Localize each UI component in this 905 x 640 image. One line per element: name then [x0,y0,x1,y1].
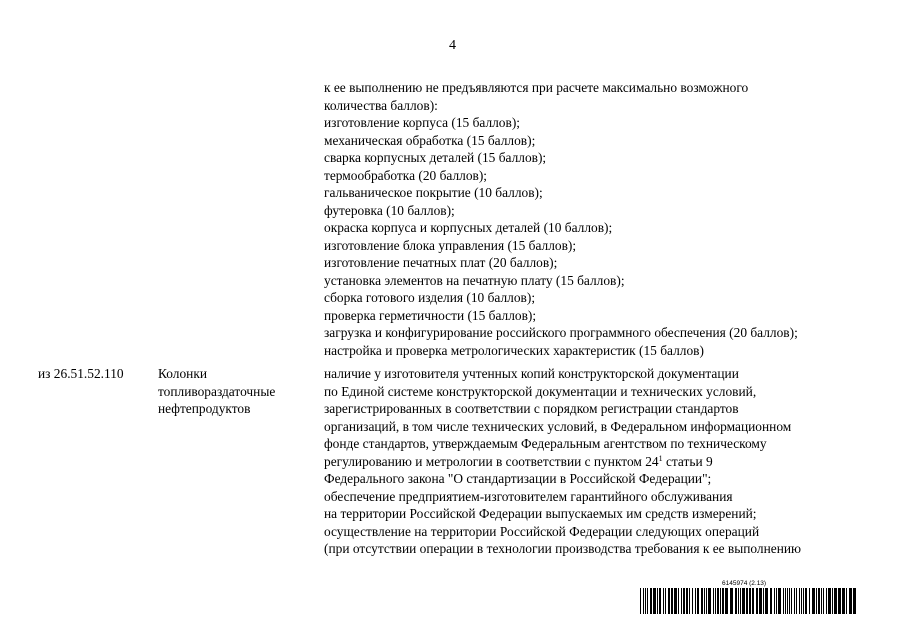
list-line: механическая обработка (15 баллов); [324,132,536,148]
list-line: термообработка (20 баллов); [324,167,488,183]
list-line: гальваническое покрытие (10 баллов); [324,185,543,200]
requirement-line: (при отсутствии операции в технологии производства требования к ее выполнению [324,541,802,556]
list-line: изготовление блока управления (15 баллов); [324,237,577,253]
page-number: 4 [449,38,456,53]
product-name-line: нефтепродуктов [158,401,251,416]
product-name-line: топливораздаточные [158,383,276,399]
list-line: окраска корпуса и корпусных деталей (10 баллов); [324,220,613,235]
regulation-text-end: статьи 9 [662,453,713,469]
requirement-line: по Единой системе конструкторской документации и технических условий, [324,383,757,399]
product-name-line: Колонки [158,366,207,381]
requirement-line: организаций, в том числе технических условий, в Федеральном информационном [324,418,792,434]
list-line: футеровка (10 баллов); [324,202,455,218]
list-line: загрузка и конфигурирование российского программного обеспечения (20 баллов); [324,325,798,340]
list-line: проверка герметичности (15 баллов); [324,307,537,323]
product-code: из 26.51.52.110 [38,366,124,381]
requirement-line: на территории Российской Федерации выпускаемых им средств измерений; [324,506,757,521]
requirement-line: зарегистрированных в соответствии с порядком регистрации стандартов [324,401,739,416]
product-name [158,365,308,418]
requirement-line: Федерального закона "О стандартизации в Российской Федерации"; [324,471,712,486]
list-line: установка элементов на печатную плату (15 баллов); [324,272,625,288]
regulation-text: регулированию и метрологии в соответствии с пунктом 24 [324,453,659,469]
requirement-line-regulation [324,453,894,471]
list-line: настройка и проверка метрологических характеристик (15 баллов) [324,342,704,358]
footnote-superscript: 1 [658,453,663,463]
requirement-line: наличие у изготовителя учтенных копий конструкторской документации [324,366,739,381]
requirements [324,365,894,558]
list-line: сборка готового изделия (10 баллов); [324,290,536,305]
document-id: 6145974 (2.13) [722,580,767,587]
requirement-line: осуществление на территории Российской Федерации следующих операций [324,523,760,539]
list-line: к ее выполнению не предъявляются при расчете максимально возможного [324,80,749,95]
list-line: сварка корпусных деталей (15 баллов); [324,150,547,165]
barcode-icon [640,588,858,614]
requirement-line: фонде стандартов, утверждаемым Федеральным агентством по техническому [324,436,767,451]
list-line: изготовление печатных плат (20 баллов); [324,255,558,270]
list-line: количества баллов): [324,97,438,113]
top-list [324,79,894,359]
requirement-line: обеспечение предприятием-изготовителем гарантийного обслуживания [324,488,733,504]
list-line: изготовление корпуса (15 баллов); [324,115,521,130]
